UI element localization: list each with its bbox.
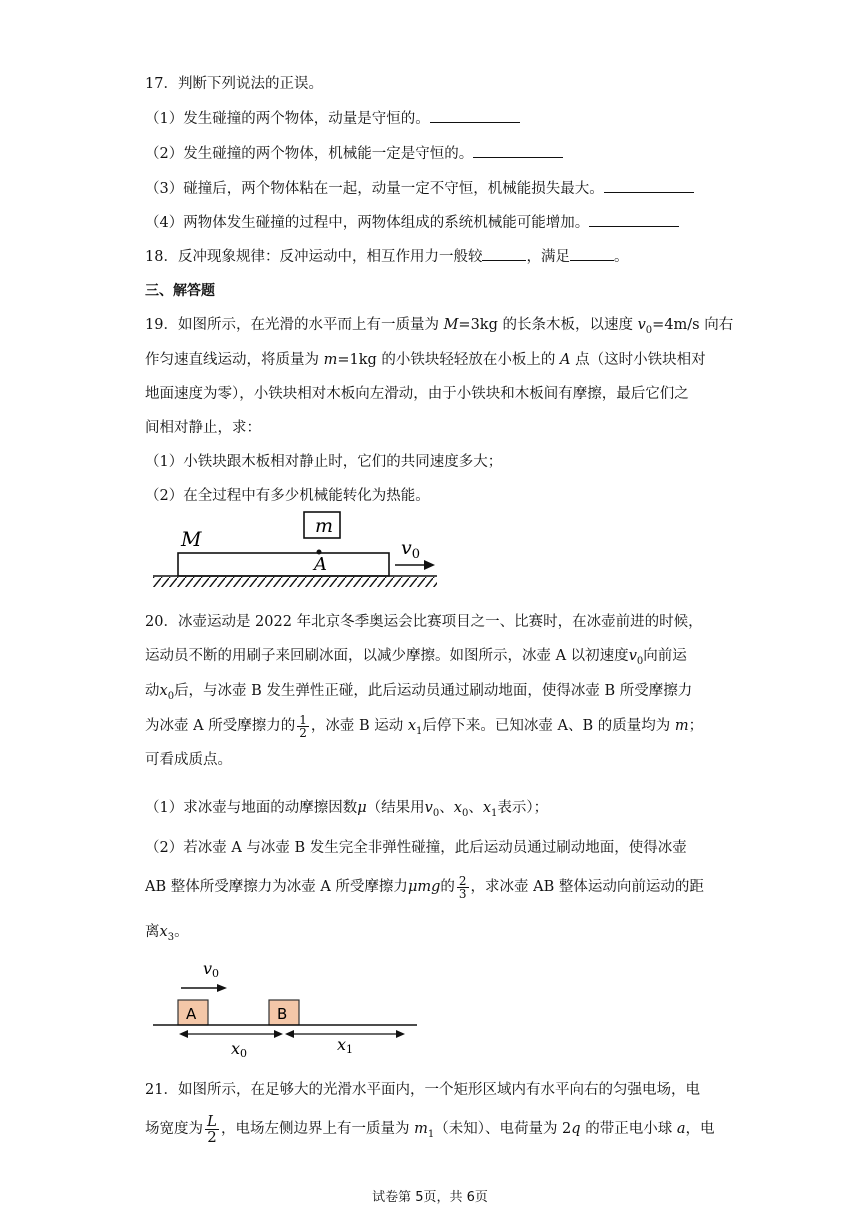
q17-item-1: （1）发生碰撞的两个物体，动量是守恒的。 <box>145 108 520 129</box>
q20-figure <box>145 958 425 1062</box>
label-A-point: A <box>314 554 327 575</box>
q20-sub-2-line-1: （2）若冰壶 A 与冰壶 B 发生完全非弹性碰撞，此后运动员通过刷动地面，使得冰壶 <box>145 840 687 856</box>
label-m-block: m <box>315 515 334 537</box>
arrow-head-icon <box>424 560 435 570</box>
arrow-head-icon <box>179 1030 188 1038</box>
q19-line-3: 地面速度为零），小铁块相对木板向左滑动，由于小铁块和木板间有摩擦，最后它们之 <box>145 386 689 402</box>
label-stone-a: A <box>186 1005 197 1023</box>
q20-line-2: 运动员不断的用刷子来回刷冰面，以减少摩擦。如图所示，冰壶 A 以初速度$v_0$向前运 <box>145 648 687 667</box>
label-x1: x1 <box>337 1035 354 1056</box>
q19-sub-2: （2）在全过程中有多少机械能转化为热能。 <box>145 488 430 504</box>
q20-line-3: 动$x_0$后，与冰壶 B 发生弹性正碰，此后运动员通过刷动地面，使得冰壶 B 所受摩擦力 <box>145 683 693 702</box>
q21-line-2: 场宽度为 $\frac{L}{2}$ ，电场左侧边界上有一质量为 $m_1$（未知）、电荷量为 2q 的带正电小球 a，电 <box>145 1111 715 1146</box>
q19-figure <box>145 508 445 592</box>
answer-blank[interactable] <box>430 108 520 123</box>
q20-sub-2-line-3: 离$x_3$。 <box>145 924 189 943</box>
q21-line-1: 21．如图所示，在足够大的光滑水平面内，一个矩形区域内有水平向右的匀强电场，电 <box>145 1082 700 1098</box>
q17-item-4: （4）两物体发生碰撞的过程中，两物体组成的系统机械能可能增加。 <box>145 212 679 233</box>
plank-board <box>178 553 389 576</box>
arrow-head-icon <box>274 1030 283 1038</box>
q20-line-5: 可看成质点。 <box>145 752 232 768</box>
fraction-l-over-2: $\frac{L}{2}$ <box>207 1111 217 1146</box>
q17-item-2: （2）发生碰撞的两个物体，机械能一定是守恒的。 <box>145 143 563 164</box>
q18-text: 18．反冲现象规律：反冲运动中，相互作用力一般较 ，满足 。 <box>145 246 628 267</box>
section-heading: 三、解答题 <box>145 283 215 299</box>
answer-blank[interactable] <box>482 246 526 261</box>
q17-item-3: （3）碰撞后，两个物体粘在一起，动量一定不守恒，机械能损失最大。 <box>145 178 694 199</box>
label-v0: $v_0$ <box>401 537 421 562</box>
label-M-board: M <box>181 527 202 551</box>
answer-blank[interactable] <box>473 143 563 158</box>
q20-line-1: 20．冰壶运动是 2022 年北京冬季奥运会比赛项目之一、比赛时，在冰壶前进的时候， <box>145 614 703 630</box>
answer-blank[interactable] <box>604 178 694 193</box>
answer-blank[interactable] <box>570 246 614 261</box>
arrow-head-icon <box>285 1030 294 1038</box>
arrow-head-icon <box>217 984 227 992</box>
label-v0: v0 <box>203 959 220 980</box>
fraction-one-half: $\frac{1}{2}$ <box>299 712 307 740</box>
arrow-head-icon <box>396 1030 405 1038</box>
label-x0: x0 <box>231 1039 248 1060</box>
fraction-two-thirds: $\frac{2}{3}$ <box>458 873 467 901</box>
ground-hatch <box>153 577 437 587</box>
answer-blank[interactable] <box>589 212 679 227</box>
q19-line-4: 间相对静止，求： <box>145 420 261 436</box>
q20-sub-1: （1）求冰壶与地面的动摩擦因数μ（结果用$v_0$、$x_0$、$x_1$表示）； <box>145 800 549 819</box>
q20-line-4: 为冰壶 A 所受摩擦力的 $\frac{1}{2}$ ，冰壶 B 运动 $x_1$后停下来。已知冰壶 A、B 的质量均为 m； <box>145 712 704 740</box>
q17-title: 17．判断下列说法的正误。 <box>145 76 323 92</box>
q20-sub-2-line-2: AB 整体所受摩擦力为冰壶 A 所受摩擦力μmg的 $\frac{2}{3}$ ，求冰壶 AB 整体运动向前运动的距 <box>145 873 704 901</box>
q19-sub-1: （1）小铁块跟木板相对静止时，它们的共同速度多大； <box>145 454 503 470</box>
label-stone-b: B <box>277 1005 288 1023</box>
page-footer: 试卷第 5页，共 6页 <box>372 1190 488 1205</box>
q19-line-1: 19．如图所示，在光滑的水平而上有一质量为 M=3kg 的长条木板，以速度 $v_0=4m/s$ 向右 <box>145 317 734 336</box>
q19-line-2: 作匀速直线运动，将质量为 m=1kg 的小铁块轻轻放在小板上的 A 点（这时小铁块相对 <box>145 352 706 368</box>
